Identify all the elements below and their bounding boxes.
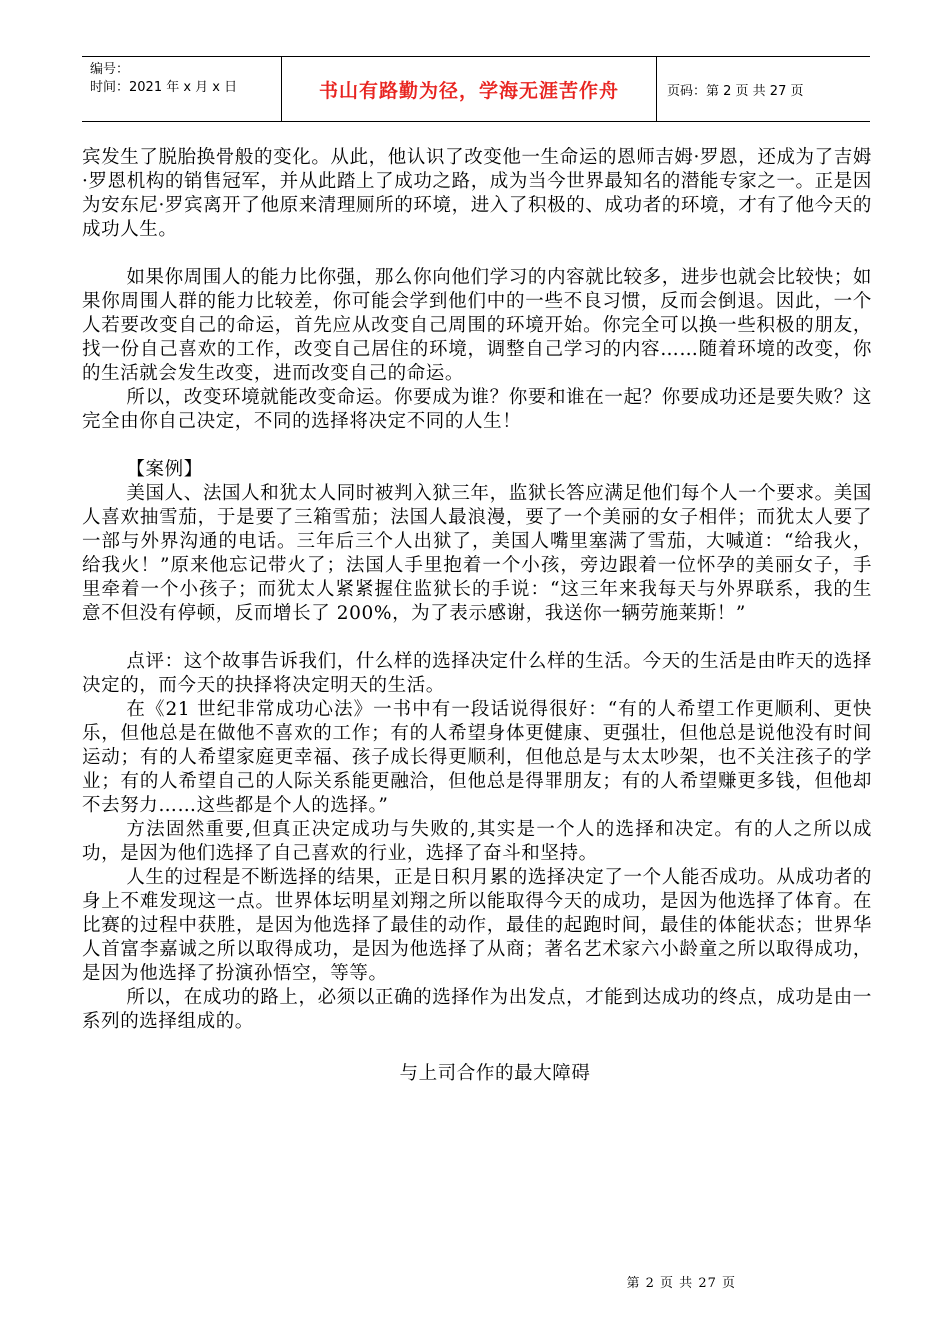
paragraph: 所以，在成功的路上，必须以正确的选择作为出发点，才能到达成功的终点，成功是由一系列的选择组成的。 bbox=[82, 987, 872, 1032]
paragraph: 如果你周围人的能力比你强，那么你向他们学习的内容就比较多，进步也就会比较快；如果你周围人群的能力比较差，你可能会学到他们中的一些不良习惯，反而会倒退。因此，一个人若要改变自己的命运，首先应从改变自己周围的环境开始。你完全可以换一些积极的朋友，找一份自己喜欢的工作，改变自己居住的环境，调整自己学习的内容……随着环境的改变，你的生活就会发生改变，进而改变自己的命运。 bbox=[82, 267, 872, 384]
paragraph: 在《21 世纪非常成功心法》一书中有一段话说得很好：“有的人希望工作更顺利、更快乐，但他总是在做他不喜欢的工作；有的人希望身体更健康、更强壮，但他总是说他没有时间运动；有的人希望家庭更幸福、孩子成长得更顺利，但他总是与太太吵架，也不关注孩子的学业；有的人希望自己的人际关系能更融洽，但他总是得罪朋友；有的人希望赚更多钱，但他却不去努力……这些都是个人的选择。” bbox=[82, 699, 872, 816]
page-header bbox=[82, 56, 870, 122]
paragraph: 人生的过程是不断选择的结果，正是日积月累的选择决定了一个人能否成功。从成功者的身上不难发现这一点。世界体坛明星刘翔之所以能取得今天的成功，是因为他选择了体育。在比赛的过程中获胜，是因为他选择了最佳的动作，最佳的起跑时间，最佳的体能状态；世界华人首富李嘉诚之所以取得成功，是因为他选择了从商；著名艺术家六小龄童之所以取得成功，是因为他选择了扮演孙悟空，等等。 bbox=[82, 867, 872, 984]
document-body bbox=[82, 146, 872, 1086]
paragraph: 宾发生了脱胎换骨般的变化。从此，他认识了改变他一生命运的恩师吉姆·罗恩，还成为了吉姆·罗恩机构的销售冠军，并从此踏上了成功之路，成为当今世界最知名的潜能专家之一。正是因为安东尼·罗宾离开了他原来清理厕所的环境，进入了积极的、成功者的环境，才有了他今天的成功人生。 bbox=[82, 147, 872, 240]
paragraph: 方法固然重要,但真正决定成功与失败的,其实是一个人的选择和决定。有的人之所以成功，是因为他们选择了自己喜欢的行业，选择了奋斗和坚持。 bbox=[82, 819, 872, 864]
header-number-label: 编号： bbox=[90, 62, 130, 77]
section-heading: 与上司合作的最大障碍 bbox=[399, 1063, 591, 1084]
paragraph: 所以，改变环境就能改变命运。你要成为谁？你要和谁在一起？你要成功还是要失败？这完全由你自己决定，不同的选择将决定不同的人生！ bbox=[82, 387, 872, 432]
paragraph: 点评：这个故事告诉我们，什么样的选择决定什么样的生活。今天的生活是由昨天的选择决定的，而今天的抉择将决定明天的生活。 bbox=[82, 651, 872, 696]
case-label: 【案例】 bbox=[126, 459, 203, 480]
page-footer: 第 2 页 共 27 页 bbox=[626, 1276, 736, 1291]
header-page-label: 页码：第 2 页 共 27 页 bbox=[667, 83, 804, 99]
header-motto: 书山有路勤为径，学海无涯苦作舟 bbox=[282, 57, 657, 121]
header-meta bbox=[82, 57, 282, 121]
header-time-label: 时间：2021 年 x 月 x 日 bbox=[90, 80, 238, 95]
paragraph: 美国人、法国人和犹太人同时被判入狱三年，监狱长答应满足他们每个人一个要求。美国人喜欢抽雪茄，于是要了三箱雪茄；法国人最浪漫，要了一个美丽的女子相伴；而犹太人要了一部与外界沟通的电话。三年后三个人出狱了，美国人嘴里塞满了雪茄，大喊道：“给我火，给我火！”原来他忘记带火了；法国人手里抱着一个小孩，旁边跟着一位怀孕的美丽女子，手里牵着一个小孩子；而犹太人紧紧握住监狱长的手说：“这三年来我每天与外界联系，我的生意不但没有停顿，反而增长了 200%，为了表示感谢，我送你一辆劳施莱斯！” bbox=[82, 483, 872, 624]
